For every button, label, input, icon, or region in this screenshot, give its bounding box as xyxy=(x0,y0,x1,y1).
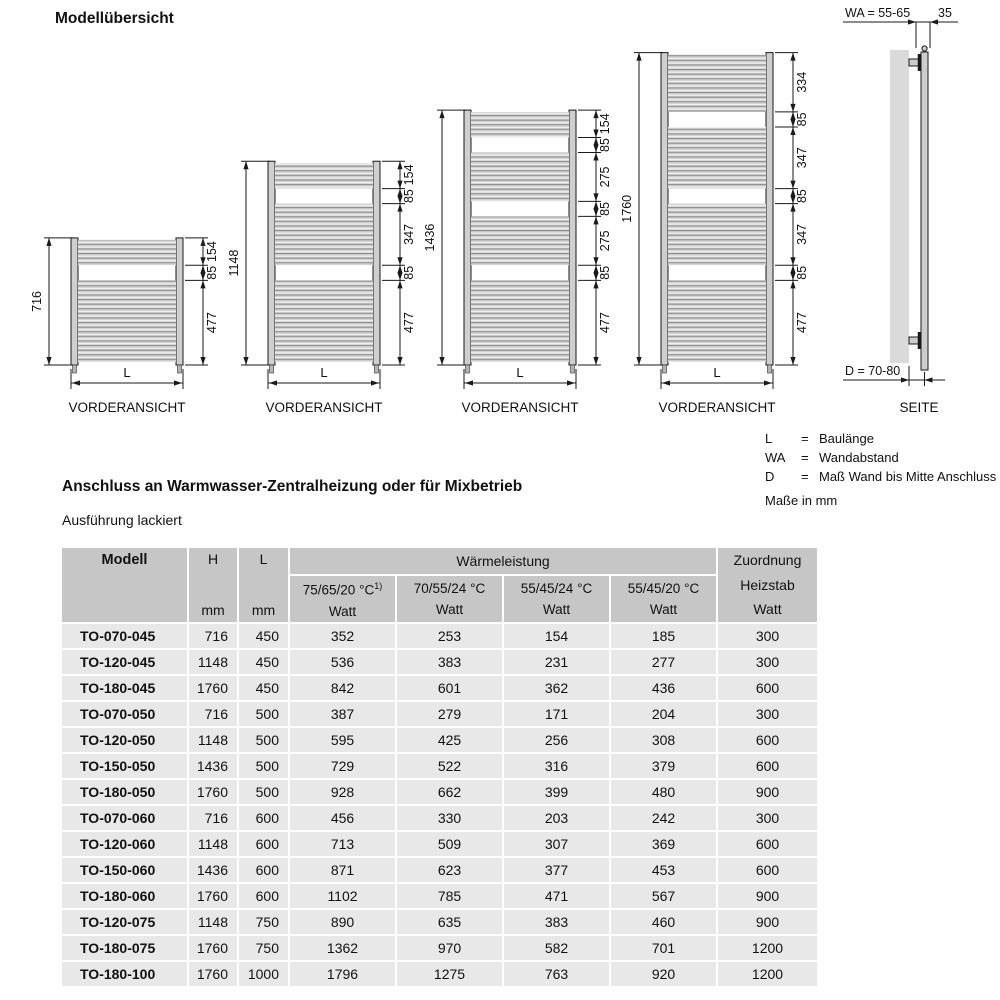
segment-dimension-label: 477 xyxy=(795,312,809,334)
side-view-diagram xyxy=(843,6,958,415)
cell-value: 509 xyxy=(397,832,502,856)
tube-group xyxy=(275,163,373,188)
cell-model: TO-070-045 xyxy=(62,624,187,648)
cell-value: 900 xyxy=(718,884,817,908)
segment-dimension-label: 154 xyxy=(205,241,219,263)
col-header-l xyxy=(239,548,288,622)
dimension-arrow xyxy=(764,380,772,385)
dimension-arrow xyxy=(593,257,598,265)
cell-value: 362 xyxy=(504,676,609,700)
segment-dimension-label: 347 xyxy=(795,147,809,169)
cell-value: 500 xyxy=(239,754,288,778)
connection-stub xyxy=(768,365,772,373)
dimension-arrow xyxy=(371,380,379,385)
wall xyxy=(890,50,909,363)
segment-dimension-label: 347 xyxy=(795,224,809,245)
dimension-arrow xyxy=(397,257,402,265)
col-header-zuordnung: Zuordnung Heizstab Watt xyxy=(718,548,817,622)
cell-value: 500 xyxy=(239,702,288,726)
segment-dimension-label: 477 xyxy=(402,312,416,334)
tube-group xyxy=(471,153,569,202)
watt-unit: Watt xyxy=(435,602,464,617)
watt-unit: Watt xyxy=(542,602,571,617)
connection-stub xyxy=(466,365,470,373)
segment-dimension-label: 85 xyxy=(402,265,416,280)
cell-value: 716 xyxy=(189,702,237,726)
legend-equals: = xyxy=(801,431,809,446)
segment-dimension-label: 85 xyxy=(205,265,219,280)
cell-value: 231 xyxy=(504,650,609,674)
length-dimension-label: L xyxy=(123,365,131,380)
table-row xyxy=(62,780,834,804)
col-group-waermeleistung: Wärmeleistung xyxy=(290,548,716,574)
cell-value: 970 xyxy=(397,936,502,960)
segment-dimension-label: 85 xyxy=(795,265,809,280)
tube-group xyxy=(78,240,176,265)
temp-label: 70/55/24 °C xyxy=(413,581,486,596)
dimension-arrow xyxy=(930,19,938,24)
cell-value: 171 xyxy=(504,702,609,726)
cell-model: TO-180-045 xyxy=(62,676,187,700)
cell-value: 1760 xyxy=(189,962,237,986)
cell-value: 456 xyxy=(290,806,395,830)
overall-height-label: 716 xyxy=(30,291,44,312)
cell-value: 242 xyxy=(611,806,716,830)
dimension-arrow xyxy=(593,153,598,161)
legend-row xyxy=(765,467,996,486)
dimension-arrow xyxy=(790,204,795,212)
cell-value: 1760 xyxy=(189,884,237,908)
front-view-diagram xyxy=(227,161,416,415)
cell-value: 1148 xyxy=(189,910,237,934)
table-row xyxy=(62,754,834,778)
legend-key: D xyxy=(765,469,775,484)
legend-text: Baulänge xyxy=(819,431,874,446)
tube-group xyxy=(471,280,569,362)
cell-value: 716 xyxy=(189,806,237,830)
cell-value: 453 xyxy=(611,858,716,882)
cell-value: 750 xyxy=(239,936,288,960)
dimension-arrow xyxy=(925,377,933,382)
cell-value: 1148 xyxy=(189,728,237,752)
segment-dimension-label: 275 xyxy=(598,166,612,188)
table-row xyxy=(62,650,834,674)
depth-label: 35 xyxy=(938,6,952,20)
cell-value: 662 xyxy=(397,780,502,804)
cell-value: 436 xyxy=(611,676,716,700)
cell-value: 185 xyxy=(611,624,716,648)
table-row xyxy=(62,702,834,726)
radiator-profile xyxy=(921,52,928,370)
table-row xyxy=(62,936,834,960)
dimension-arrow xyxy=(200,357,205,365)
cell-value: 480 xyxy=(611,780,716,804)
connection-stub xyxy=(375,365,379,373)
cell-value: 750 xyxy=(239,910,288,934)
cell-value: 890 xyxy=(290,910,395,934)
cell-value: 763 xyxy=(504,962,609,986)
cell-model: TO-120-060 xyxy=(62,832,187,856)
legend-key: L xyxy=(765,431,773,446)
cell-value: 500 xyxy=(239,728,288,752)
dimension-arrow xyxy=(790,104,795,112)
overall-height-label: 1436 xyxy=(423,223,437,252)
front-view-diagram xyxy=(423,110,612,415)
cell-value: 1796 xyxy=(290,962,395,986)
cell-value: 785 xyxy=(397,884,502,908)
radiator-side-rail xyxy=(176,238,183,365)
cell-value: 330 xyxy=(397,806,502,830)
segment-dimension-label: 85 xyxy=(598,265,612,280)
legend-text: Wandabstand xyxy=(819,450,899,465)
cell-value: 600 xyxy=(718,676,817,700)
cell-value: 900 xyxy=(718,910,817,934)
cell-value: 842 xyxy=(290,676,395,700)
cell-value: 300 xyxy=(718,702,817,726)
table-row xyxy=(62,728,834,752)
cell-value: 471 xyxy=(504,884,609,908)
dimension-arrow xyxy=(790,280,795,288)
cell-value: 595 xyxy=(290,728,395,752)
legend-key: WA xyxy=(765,450,786,465)
legend-row xyxy=(765,429,996,448)
radiator-side-rail xyxy=(569,110,576,365)
wall-distance-label: WA = 55-65 xyxy=(845,6,911,20)
cell-value: 1102 xyxy=(290,884,395,908)
dimension-arrow xyxy=(72,380,80,385)
table-row xyxy=(62,858,834,882)
cell-value: 500 xyxy=(239,780,288,804)
cell-value: 522 xyxy=(397,754,502,778)
connection-stub xyxy=(571,365,575,373)
overall-height-label: 1148 xyxy=(227,249,241,277)
dimension-arrow xyxy=(593,357,598,365)
col-header-h-label: H xyxy=(207,551,219,567)
cell-value: 450 xyxy=(239,650,288,674)
cell-value: 600 xyxy=(718,858,817,882)
cell-value: 635 xyxy=(397,910,502,934)
legend xyxy=(765,429,996,510)
length-dimension-label: L xyxy=(713,365,721,380)
cell-value: 352 xyxy=(290,624,395,648)
table-row xyxy=(62,624,834,648)
dimension-arrow xyxy=(439,357,444,365)
cell-value: 713 xyxy=(290,832,395,856)
segment-dimension-label: 85 xyxy=(402,189,416,204)
cell-value: 1000 xyxy=(239,962,288,986)
legend-text: Maß Wand bis Mitte Anschluss xyxy=(819,469,997,484)
cell-value: 1436 xyxy=(189,754,237,778)
tube-group xyxy=(78,280,176,362)
cell-value: 154 xyxy=(504,624,609,648)
cell-value: 536 xyxy=(290,650,395,674)
cell-value: 300 xyxy=(718,650,817,674)
radiator-side-rail xyxy=(71,238,78,365)
col-header-watt-1 xyxy=(290,576,395,622)
cell-value: 600 xyxy=(718,754,817,778)
segment-dimension-label: 334 xyxy=(795,71,809,93)
cell-value: 900 xyxy=(718,780,817,804)
cell-value: 1148 xyxy=(189,650,237,674)
cell-value: 567 xyxy=(611,884,716,908)
section-heading: Anschluss an Warmwasser-Zentralheizung oder für Mixbetrieb xyxy=(62,478,523,495)
dimension-arrow xyxy=(243,161,248,169)
tube-group xyxy=(471,112,569,137)
dimension-arrow xyxy=(200,280,205,288)
table-row xyxy=(62,962,834,986)
cell-value: 450 xyxy=(239,676,288,700)
vorderansicht-label: VORDERANSICHT xyxy=(658,400,776,415)
connection-dimension-label: D = 70-80 xyxy=(845,364,901,378)
dimension-arrow xyxy=(636,357,641,365)
cell-value: 1200 xyxy=(718,936,817,960)
col-header-l-label: L xyxy=(259,551,268,567)
cell-value: 425 xyxy=(397,728,502,752)
spec-table-header xyxy=(62,548,834,622)
cell-value: 1148 xyxy=(189,832,237,856)
dimension-arrow xyxy=(908,19,916,24)
cell-value: 379 xyxy=(611,754,716,778)
cell-value: 203 xyxy=(504,806,609,830)
cell-value: 600 xyxy=(718,832,817,856)
segment-dimension-label: 85 xyxy=(598,201,612,216)
cell-model: TO-180-075 xyxy=(62,936,187,960)
cell-value: 369 xyxy=(611,832,716,856)
cell-value: 1275 xyxy=(397,962,502,986)
table-row xyxy=(62,676,834,700)
dimension-arrow xyxy=(397,204,402,212)
radiator-side-rail xyxy=(464,110,471,365)
dimension-arrow xyxy=(269,380,277,385)
cell-value: 871 xyxy=(290,858,395,882)
cell-value: 253 xyxy=(397,624,502,648)
cell-value: 1436 xyxy=(189,858,237,882)
tube-group xyxy=(668,127,766,189)
segment-dimension-label: 477 xyxy=(598,312,612,334)
cell-value: 1200 xyxy=(718,962,817,986)
dimension-arrow xyxy=(174,380,182,385)
segment-dimension-label: 347 xyxy=(402,224,416,245)
cell-value: 1760 xyxy=(189,780,237,804)
units-note: Maße in mm xyxy=(765,493,838,508)
cell-model: TO-150-050 xyxy=(62,754,187,778)
seite-label: SEITE xyxy=(899,400,939,415)
table-row xyxy=(62,832,834,856)
cell-value: 383 xyxy=(397,650,502,674)
page-title: Modellübersicht xyxy=(55,10,174,27)
dimension-arrow xyxy=(790,53,795,61)
footnote-marker: 1) xyxy=(374,581,383,592)
dimension-arrow xyxy=(593,193,598,201)
cell-value: 450 xyxy=(239,624,288,648)
temp-label: 55/45/24 °C xyxy=(520,581,593,596)
connection-stub xyxy=(73,365,77,373)
temp-label: 55/45/20 °C xyxy=(627,581,700,596)
dimension-arrow xyxy=(636,53,641,61)
cell-model: TO-180-060 xyxy=(62,884,187,908)
cell-value: 600 xyxy=(239,832,288,856)
dimension-arrow xyxy=(790,181,795,189)
cell-value: 623 xyxy=(397,858,502,882)
spec-table xyxy=(62,548,834,986)
segment-dimension-label: 85 xyxy=(795,112,809,127)
cell-value: 300 xyxy=(718,624,817,648)
cell-value: 1760 xyxy=(189,676,237,700)
col-header-h xyxy=(189,548,237,622)
dimension-arrow xyxy=(397,357,402,365)
cell-value: 600 xyxy=(718,728,817,752)
dimension-arrow xyxy=(662,380,670,385)
dimension-arrow xyxy=(46,357,51,365)
dimension-arrow xyxy=(46,238,51,246)
cell-value: 399 xyxy=(504,780,609,804)
dimension-arrow xyxy=(901,377,909,382)
cell-value: 256 xyxy=(504,728,609,752)
spec-table-body xyxy=(62,624,834,986)
front-view-diagram xyxy=(620,53,809,415)
connection-stub xyxy=(178,365,182,373)
cell-model: TO-120-045 xyxy=(62,650,187,674)
radiator-side-rail xyxy=(268,161,275,365)
cell-value: 300 xyxy=(718,806,817,830)
cell-value: 600 xyxy=(239,806,288,830)
radiator-side-rail xyxy=(661,53,668,365)
cell-value: 600 xyxy=(239,884,288,908)
legend-row xyxy=(765,448,996,467)
dimension-arrow xyxy=(593,216,598,224)
dimension-arrow xyxy=(243,357,248,365)
segment-dimension-label: 85 xyxy=(598,138,612,152)
length-dimension-label: L xyxy=(516,365,524,380)
cell-value: 307 xyxy=(504,832,609,856)
cell-value: 316 xyxy=(504,754,609,778)
segment-dimension-label: 85 xyxy=(795,189,809,204)
cell-value: 701 xyxy=(611,936,716,960)
dimension-arrow xyxy=(465,380,473,385)
watt-unit: Watt xyxy=(328,603,357,619)
col-header-h-unit: mm xyxy=(201,602,225,618)
table-row xyxy=(62,806,834,830)
cell-value: 920 xyxy=(611,962,716,986)
temp-label: 75/65/20 $^\circ C^{1)}$ xyxy=(302,581,383,598)
col-header-watt-4 xyxy=(611,576,716,622)
front-view-diagram xyxy=(30,238,219,415)
dimension-arrow xyxy=(790,127,795,135)
cell-value: 377 xyxy=(504,858,609,882)
cell-value: 729 xyxy=(290,754,395,778)
vorderansicht-label: VORDERANSICHT xyxy=(461,400,579,415)
col-header-watt-2 xyxy=(397,576,502,622)
tube-group xyxy=(668,55,766,112)
tube-group xyxy=(275,204,373,266)
col-header-modell: Modell xyxy=(62,548,187,622)
cell-value: 308 xyxy=(611,728,716,752)
overall-height-label: 1760 xyxy=(620,194,634,223)
dimension-arrow xyxy=(593,280,598,288)
col-header-watt-3 xyxy=(504,576,609,622)
dimension-arrow xyxy=(790,257,795,265)
dimension-arrow xyxy=(790,357,795,365)
table-row xyxy=(62,910,834,934)
table-row xyxy=(62,884,834,908)
dimension-arrow xyxy=(439,110,444,118)
tube-group xyxy=(668,280,766,362)
cell-value: 387 xyxy=(290,702,395,726)
segment-dimension-label: 477 xyxy=(205,312,219,334)
cell-model: TO-120-075 xyxy=(62,910,187,934)
vorderansicht-label: VORDERANSICHT xyxy=(265,400,383,415)
cell-model: TO-070-050 xyxy=(62,702,187,726)
tube-group xyxy=(471,216,569,265)
cell-value: 204 xyxy=(611,702,716,726)
cell-value: 582 xyxy=(504,936,609,960)
cell-model: TO-070-060 xyxy=(62,806,187,830)
air-vent xyxy=(922,46,927,51)
cell-value: 277 xyxy=(611,650,716,674)
cell-value: 1760 xyxy=(189,936,237,960)
cell-model: TO-120-050 xyxy=(62,728,187,752)
finish-note: Ausführung lackiert xyxy=(62,512,182,528)
cell-value: 383 xyxy=(504,910,609,934)
col-header-l-unit: mm xyxy=(251,602,276,618)
radiator-side-rail xyxy=(766,53,773,365)
vorderansicht-label: VORDERANSICHT xyxy=(68,400,186,415)
cell-value: 716 xyxy=(189,624,237,648)
connection-stub xyxy=(663,365,667,373)
radiator-side-rail xyxy=(373,161,380,365)
cell-value: 1362 xyxy=(290,936,395,960)
tube-group xyxy=(668,204,766,266)
segment-dimension-label: 275 xyxy=(598,230,612,252)
cell-value: 460 xyxy=(611,910,716,934)
dimension-arrow xyxy=(567,380,575,385)
tube-group xyxy=(275,280,373,362)
segment-dimension-label: 154 xyxy=(402,164,416,186)
cell-value: 928 xyxy=(290,780,395,804)
length-dimension-label: L xyxy=(320,365,328,380)
cell-value: 601 xyxy=(397,676,502,700)
connection-stub xyxy=(270,365,274,373)
segment-dimension-label: 154 xyxy=(598,113,612,135)
legend-equals: = xyxy=(801,469,809,484)
model-overview-diagram xyxy=(0,0,1000,428)
watt-unit: Watt xyxy=(649,602,678,617)
cell-model: TO-150-060 xyxy=(62,858,187,882)
cell-model: TO-180-050 xyxy=(62,780,187,804)
legend-equals: = xyxy=(801,450,809,465)
dimension-arrow xyxy=(397,280,402,288)
cell-value: 600 xyxy=(239,858,288,882)
cell-value: 279 xyxy=(397,702,502,726)
cell-model: TO-180-100 xyxy=(62,962,187,986)
